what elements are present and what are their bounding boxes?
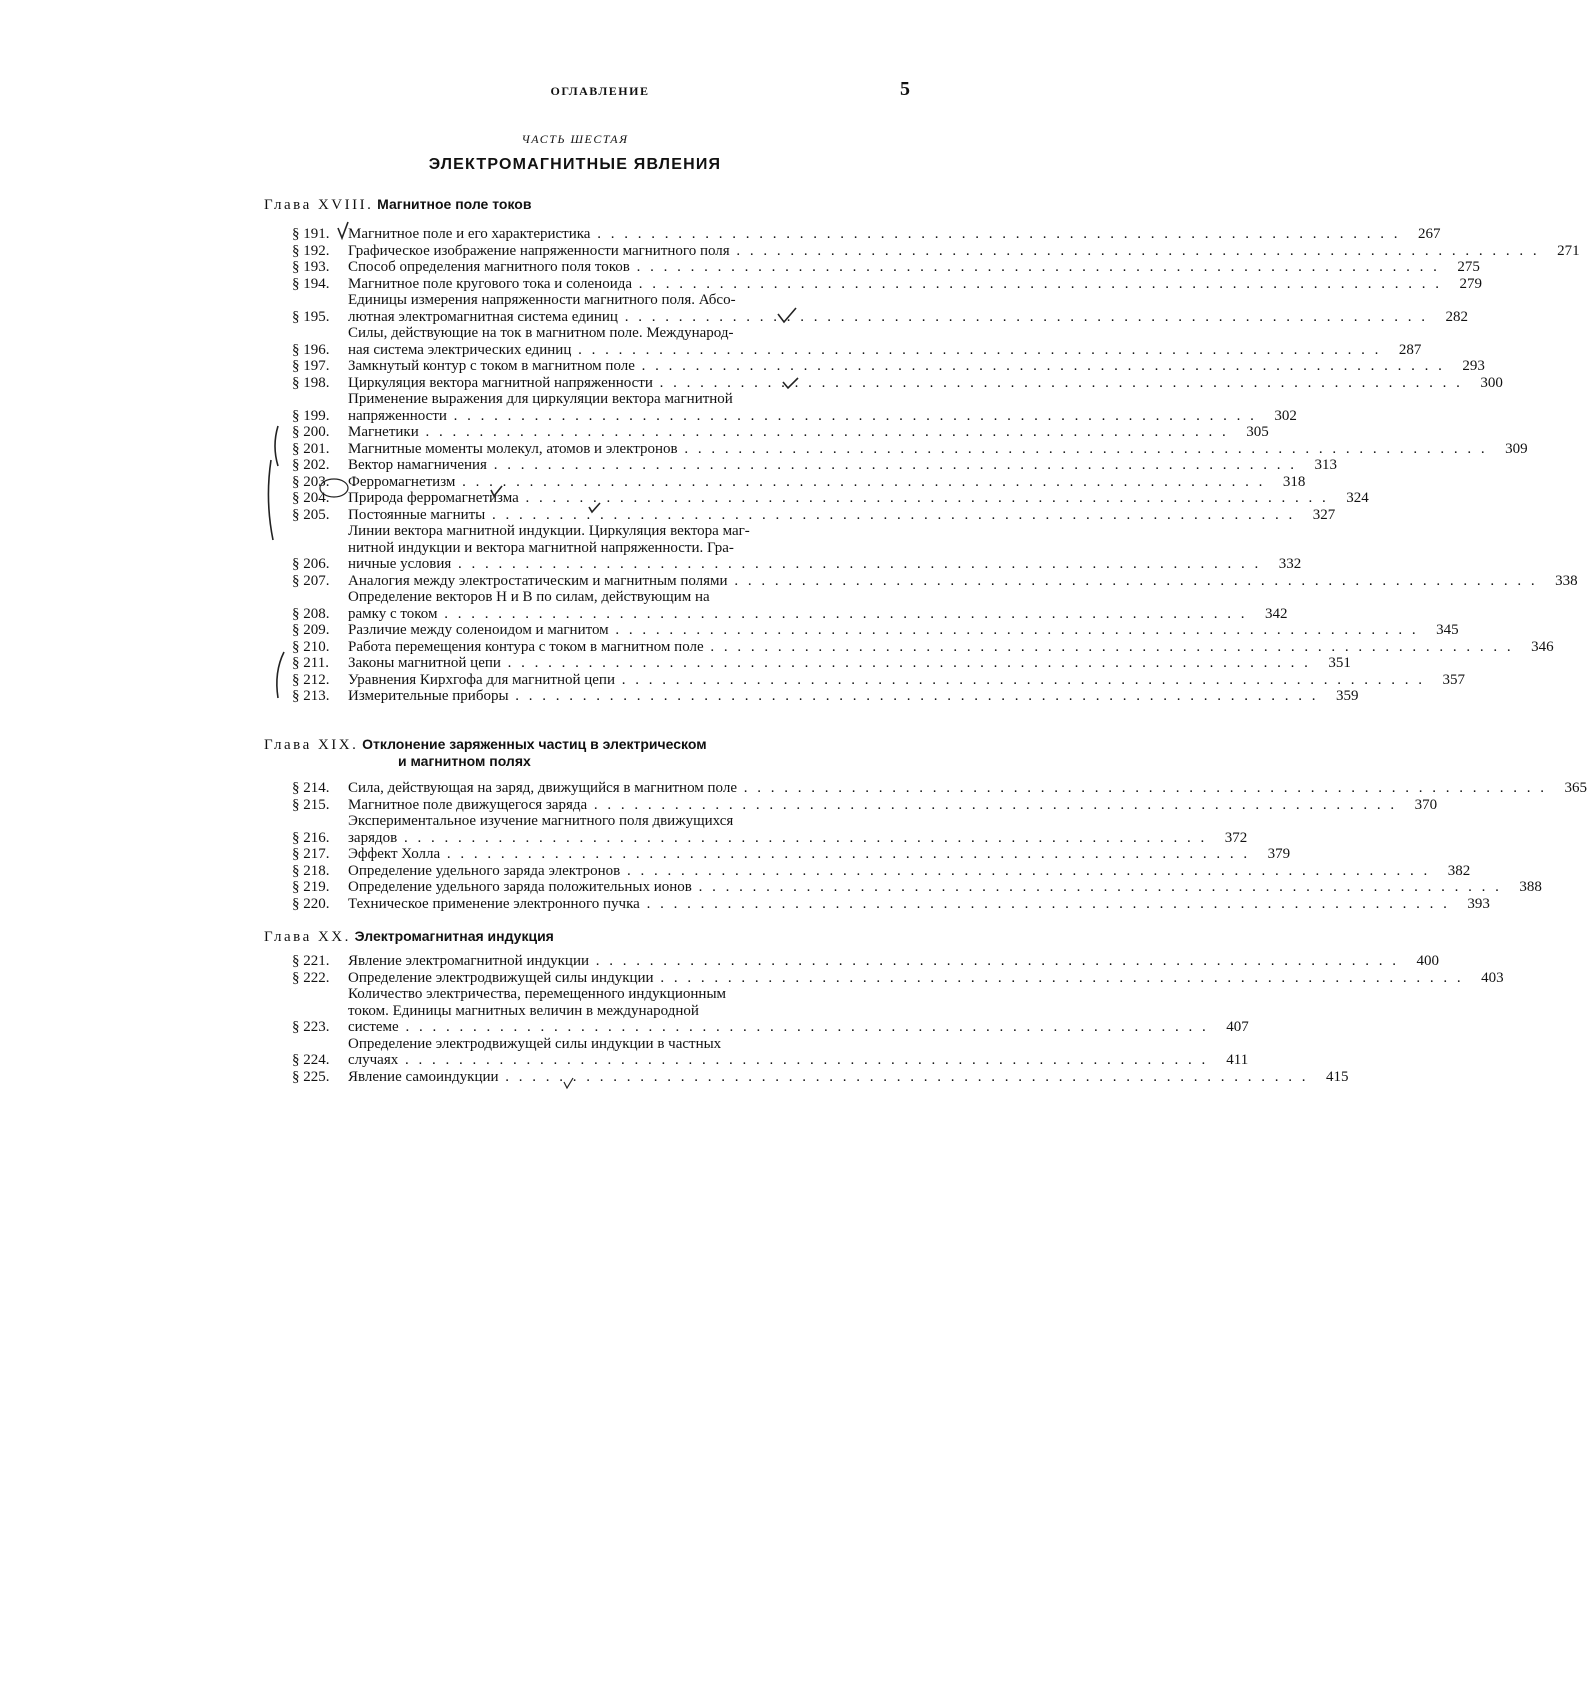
leader-dots: . . . . . . . . . . . . . . . . . . . . . . . . . . . . . . . . . . . . . . . . . . . . . . . . . . . . . . . . . . . . [397,829,1208,846]
section-number: § 225. [292,1068,330,1085]
section-number: § 203. [292,473,330,490]
section-title [348,639,1514,656]
section-title [348,953,1399,970]
chapter-label: Глава XVIII. [264,197,374,213]
section-number: § 211. [292,655,329,671]
section-title-line [348,879,1502,896]
section-title-text: зарядов [348,829,398,846]
section-title [348,863,1430,880]
toc-entry[interactable] [292,953,1440,970]
section-title-line [348,342,1381,359]
section-title-text: ничные условия [348,556,452,572]
section-title-text: Аналогия между электростатическим и магнитным полями [348,572,728,589]
section-title-text: Магнитное поле движущегося заряда [348,796,588,813]
section-title [348,655,1311,672]
part-title: ЭЛЕКТРОМАГНИТНЫЕ ЯВЛЕНИЯ [428,156,722,173]
section-number: § 208. [292,605,330,622]
section-title-text: Измерительные приборы [348,688,509,704]
section-title [348,325,1381,358]
page-reference: 271 [1557,242,1580,259]
section-title-text: Определение удельного заряда положительных ионов [348,879,692,895]
toc-entry[interactable] [292,780,1587,797]
toc-entry[interactable] [292,523,1302,573]
leader-dots: . . . . . . . . . . . . . . . . . . . . . . . . . . . . . . . . . . . . . . . . . . . . . . . . . . . . . . . . . . . . [617,308,1428,325]
leader-dots: . . . . . . . . . . . . . . . . . . . . . . . . . . . . . . . . . . . . . . . . . . . . . . . . . . . . . . . . . . . . [589,953,1400,969]
leader-dots: . . . . . . . . . . . . . . . . . . . . . . . . . . . . . . . . . . . . . . . . . . . . . . . . . . . . . . . . . . . . [729,242,1540,259]
section-title-line [348,780,1547,797]
section-title [348,226,1400,243]
leader-dots: . . . . . . . . . . . . . . . . . . . . . . . . . . . . . . . . . . . . . . . . . . . . . . . . . . . . . . . . . . . . [455,473,1266,490]
section-number: § 204. [292,490,330,506]
leader-dots: . . . . . . . . . . . . . . . . . . . . . . . . . . . . . . . . . . . . . . . . . . . . . . . . . . . . . . . . . . . . [437,605,1248,622]
section-number: § 218. [292,862,330,879]
section-number: § 210. [292,638,330,655]
leader-dots: . . . . . . . . . . . . . . . . . . . . . . . . . . . . . . . . . . . . . . . . . . . . . . . . . . . . . . . . . . . . [485,506,1296,523]
toc-entry[interactable] [292,638,1554,656]
leader-dots: . . . . . . . . . . . . . . . . . . . . . . . . . . . . . . . . . . . . . . . . . . . . . . . . . . . . . . . . . . . . [418,424,1229,440]
leader-dots: . . . . . . . . . . . . . . . . . . . . . . . . . . . . . . . . . . . . . . . . . . . . . . . . . . . . . . . . . . . . [629,259,1440,275]
chapter-title: Отклонение заряженных частиц в электрическом [362,736,707,752]
section-title-line [348,358,1445,375]
section-title-line [348,573,1538,590]
toc-entry[interactable] [292,325,1422,358]
section-title [348,523,1261,573]
toc-entry[interactable] [292,572,1578,590]
page-reference: 293 [1462,358,1485,374]
section-title [348,688,1319,705]
section-title-line [348,606,1247,623]
section-title [348,1069,1309,1086]
section-title [348,441,1488,458]
leader-dots: . . . . . . . . . . . . . . . . . . . . . . . . . . . . . . . . . . . . . . . . . . . . . . . . . . . . . . . . . . . . [440,846,1251,862]
page-reference: 327 [1312,506,1336,523]
section-number: § 195. [292,308,330,325]
toc-entry[interactable] [292,671,1465,689]
toc-entry[interactable] [292,813,1248,846]
section-title [348,672,1425,689]
section-title-text: Явление самоиндукции [348,1068,499,1085]
section-number: § 197. [292,358,330,374]
leader-dots: . . . . . . . . . . . . . . . . . . . . . . . . . . . . . . . . . . . . . . . . . . . . . . . . . . . . . . . . . . . . [608,622,1419,638]
section-title-text: Постоянные магниты [348,506,486,523]
section-title-line [348,474,1265,491]
toc-entry[interactable] [292,986,1249,1036]
leader-dots: . . . . . . . . . . . . . . . . . . . . . . . . . . . . . . . . . . . . . . . . . . . . . . . . . . . . . . . . . . . . [587,796,1398,813]
page-reference: 282 [1445,308,1468,325]
section-title-text: Природа ферромагнетизма [348,490,519,506]
section-title-line [348,424,1229,441]
section-title-line: Единицы измерения напряженности магнитного поля. Абсо- [348,292,736,308]
toc-entry[interactable] [292,473,1306,491]
section-title [348,573,1538,590]
section-title [348,474,1265,491]
section-title [348,259,1440,276]
toc-entry[interactable] [292,457,1337,474]
section-number: § 202. [292,457,330,473]
page-reference: 393 [1467,895,1490,912]
leader-dots: . . . . . . . . . . . . . . . . . . . . . . . . . . . . . . . . . . . . . . . . . . . . . . . . . . . . . . . . . . . . [518,490,1329,506]
section-title [348,507,1295,524]
section-number: § 199. [292,407,330,424]
page-reference: 403 [1481,969,1504,986]
toc-entry[interactable] [292,1068,1349,1086]
page-reference: 388 [1519,879,1542,895]
bracket-203 [268,460,273,540]
section-title-line [348,797,1397,814]
leader-dots: . . . . . . . . . . . . . . . . . . . . . . . . . . . . . . . . . . . . . . . . . . . . . . . . . . . . . . . . . . . . [653,969,1464,986]
section-title-text: ная система электрических единиц [348,341,572,358]
section-title-line: Экспериментальное изучение магнитного поля движущихся [348,813,734,829]
section-title-line [348,622,1419,639]
leader-dots: . . . . . . . . . . . . . . . . . . . . . . . . . . . . . . . . . . . . . . . . . . . . . . . . . . . . . . . . . . . . [446,407,1257,424]
section-title-line [348,1052,1208,1069]
section-title-text: рамку с током [348,605,438,622]
part-label: ЧАСТЬ ШЕСТАЯ [521,132,629,146]
page-reference: 267 [1417,226,1441,242]
leader-dots: . . . . . . . . . . . . . . . . . . . . . . . . . . . . . . . . . . . . . . . . . . . . . . . . . . . . . . . . . . . . [398,1019,1209,1035]
section-title [348,879,1502,896]
section-title-line [348,490,1329,507]
section-title-text: Явление электромагнитной индукции [348,953,590,969]
section-title-text: Вектор намагничения [348,457,487,473]
section-title-line [348,970,1464,987]
leader-dots: . . . . . . . . . . . . . . . . . . . . . . . . . . . . . . . . . . . . . . . . . . . . . . . . . . . . . . . . . . . . [652,374,1463,391]
leader-dots: . . . . . . . . . . . . . . . . . . . . . . . . . . . . . . . . . . . . . . . . . . . . . . . . . . . . . . . . . . . . [498,1068,1309,1085]
chapter-heading [264,928,554,946]
section-title [348,375,1463,392]
page-reference: 379 [1267,846,1291,862]
page-reference: 287 [1398,341,1422,358]
page-reference: 275 [1457,259,1480,275]
section-title-line [348,953,1399,970]
section-number: § 213. [292,688,330,704]
toc-entry[interactable] [292,391,1297,424]
toc-entry[interactable] [292,1035,1249,1069]
section-title-line [348,1069,1309,1086]
chapter-title: Электромагнитная индукция [354,928,554,944]
toc-entry[interactable] [292,374,1503,392]
section-title-text: Сила, действующая на заряд, движущийся в магнитном поле [348,780,738,796]
leader-dots: . . . . . . . . . . . . . . . . . . . . . . . . . . . . . . . . . . . . . . . . . . . . . . . . . . . . . . . . . . . . [727,572,1538,589]
section-number: § 214. [292,780,330,796]
section-title-line [348,457,1297,474]
toc-entry[interactable] [292,292,1468,325]
section-title-text: Законы магнитной цепи [348,655,501,671]
toc-entry[interactable] [292,440,1528,458]
section-title-line: Определение векторов H и B по силам, действующим на [348,589,710,605]
section-title-text: Магнитное поле и его характеристика [348,226,591,242]
chapter-heading [264,196,531,214]
section-number: § 193. [292,259,330,275]
section-number: § 196. [292,341,330,358]
running-title: ОГЛАВЛЕНИЕ [550,84,650,98]
leader-dots: . . . . . . . . . . . . . . . . . . . . . . . . . . . . . . . . . . . . . . . . . . . . . . . . . . . . . . . . . . . . [677,440,1488,457]
section-number: § 212. [292,671,330,688]
chapter-label: Глава XIX. [264,737,359,753]
section-title [348,970,1464,987]
section-title [348,813,1207,846]
leader-dots: . . . . . . . . . . . . . . . . . . . . . . . . . . . . . . . . . . . . . . . . . . . . . . . . . . . . . . . . . . . . [500,655,1311,671]
section-title-line [348,896,1450,913]
page-reference: 415 [1326,1068,1349,1085]
chapter-label: Глава XX. [264,929,351,945]
section-title-text: Ферромагнетизм [348,473,456,490]
toc-entry[interactable] [292,688,1359,705]
section-title-line [348,276,1442,293]
section-number: § 207. [292,572,330,589]
section-title-text: Различие между соленоидом и магнитом [348,622,609,638]
toc-entry[interactable] [292,589,1288,622]
bracket-210 [277,652,284,698]
toc-entry[interactable] [292,796,1438,814]
leader-dots: . . . . . . . . . . . . . . . . . . . . . . . . . . . . . . . . . . . . . . . . . . . . . . . . . . . . . . . . . . . . [590,226,1401,242]
section-title-text: случаях [348,1052,399,1068]
section-number: § 194. [292,275,330,292]
section-title-text: Уравнения Кирхгофа для магнитной цепи [348,671,615,688]
page-reference: 411 [1226,1052,1249,1068]
section-title [348,797,1397,814]
page-reference: 351 [1328,655,1351,671]
section-title-text: Эффект Холла [348,846,441,862]
bracket-200 [275,426,278,466]
page-reference: 309 [1505,440,1528,457]
section-title [348,276,1442,293]
page-reference: 332 [1278,556,1302,572]
page-reference: 338 [1555,572,1578,589]
section-title-line [348,226,1400,243]
page-reference: 365 [1564,780,1587,796]
section-title-text: Определение электродвижущей силы индукции [348,969,654,986]
section-title-text: Работа перемещения контура с током в магнитном поле [348,638,704,655]
section-number: § 201. [292,440,330,457]
section-title-line: Определение электродвижущей силы индукции в частных [348,1035,722,1052]
section-title-line: Количество электричества, перемещенного индукционным [348,986,727,1002]
section-title-text: Определение удельного заряда электронов [348,862,621,879]
section-number: § 191. [292,226,330,242]
section-title-line: током. Единицы магнитных величин в международной [348,1002,699,1019]
page-reference: 318 [1282,473,1306,490]
chapter-heading [264,736,707,754]
section-title [348,986,1209,1036]
section-title-line [348,688,1319,705]
section-number: § 215. [292,796,330,813]
section-title-line [348,556,1261,573]
page-reference: 345 [1436,622,1459,638]
page-reference: 357 [1442,671,1465,688]
section-title [348,292,1428,325]
page-reference: 407 [1226,1019,1249,1035]
section-title-text: лютная электромагнитная система единиц [348,308,618,325]
section-title-line [348,507,1295,524]
section-title-line [348,259,1440,276]
section-title [348,457,1297,474]
page-reference: 346 [1531,638,1554,655]
page-reference: 382 [1447,862,1471,879]
leader-dots: . . . . . . . . . . . . . . . . . . . . . . . . . . . . . . . . . . . . . . . . . . . . . . . . . . . . . . . . . . . . [398,1052,1209,1068]
leader-dots: . . . . . . . . . . . . . . . . . . . . . . . . . . . . . . . . . . . . . . . . . . . . . . . . . . . . . . . . . . . . [632,275,1443,292]
section-title-text: системе [348,1019,399,1035]
section-number: § 219. [292,879,330,895]
section-title-line [348,655,1311,672]
section-title [348,391,1257,424]
page-reference: 279 [1459,275,1483,292]
page-reference: 400 [1416,953,1440,969]
page-reference: 300 [1480,374,1503,391]
section-title-line [348,441,1488,458]
section-number: § 206. [292,556,330,572]
section-title [348,622,1419,639]
page-reference: 324 [1346,490,1369,506]
section-title-line [348,846,1250,863]
section-title-text: Графическое изображение напряженности магнитного поля [348,242,730,259]
section-title-line [348,243,1540,260]
page-reference: 313 [1314,457,1337,473]
leader-dots: . . . . . . . . . . . . . . . . . . . . . . . . . . . . . . . . . . . . . . . . . . . . . . . . . . . . . . . . . . . . [620,862,1431,879]
toc-entry[interactable] [292,895,1490,913]
section-title-text: Магнетики [348,424,419,440]
section-number: § 220. [292,895,330,912]
page-number: 5 [900,78,910,100]
toc-entry[interactable] [292,655,1351,672]
section-number: § 224. [292,1052,330,1068]
section-number: § 192. [292,242,330,259]
section-title [348,358,1445,375]
section-title-line [348,639,1514,656]
section-title-line: нитной индукции и вектора магнитной напряженности. Гра- [348,539,734,556]
leader-dots: . . . . . . . . . . . . . . . . . . . . . . . . . . . . . . . . . . . . . . . . . . . . . . . . . . . . . . . . . . . . [691,879,1502,895]
toc-entry[interactable] [292,226,1441,243]
leader-dots: . . . . . . . . . . . . . . . . . . . . . . . . . . . . . . . . . . . . . . . . . . . . . . . . . . . . . . . . . . . . [703,638,1514,655]
section-number: § 223. [292,1019,330,1035]
page-reference: 372 [1224,829,1248,846]
section-title-line [348,408,1257,425]
section-title-text: Магнитное поле кругового тока и соленоида [348,275,633,292]
leader-dots: . . . . . . . . . . . . . . . . . . . . . . . . . . . . . . . . . . . . . . . . . . . . . . . . . . . . . . . . . . . . [639,895,1450,912]
toc-entry[interactable] [292,969,1504,987]
toc-entry[interactable] [292,506,1336,524]
page-reference: 342 [1264,605,1288,622]
page-reference: 359 [1336,688,1359,704]
section-title [348,589,1247,622]
toc-entry[interactable] [292,358,1485,375]
leader-dots: . . . . . . . . . . . . . . . . . . . . . . . . . . . . . . . . . . . . . . . . . . . . . . . . . . . . . . . . . . . . [508,688,1319,704]
section-number: § 221. [292,953,330,969]
section-title [348,780,1547,797]
section-title [348,243,1540,260]
section-number: § 205. [292,506,330,523]
page-reference: 305 [1246,424,1269,440]
chapter-title: Магнитное поле токов [377,196,532,212]
section-title-line: Линии вектора магнитной индукции. Циркуляция вектора маг- [348,523,750,539]
section-title-line: Применение выражения для циркуляции вектора магнитной [348,391,733,407]
section-number: § 217. [292,846,330,862]
section-title [348,846,1250,863]
leader-dots: . . . . . . . . . . . . . . . . . . . . . . . . . . . . . . . . . . . . . . . . . . . . . . . . . . . . . . . . . . . . [486,457,1297,473]
page-reference: 370 [1414,796,1438,813]
section-title [348,490,1329,507]
section-title-text: Замкнутый контур с током в магнитном поле [348,358,635,374]
toc-entry[interactable] [292,275,1483,293]
toc-entry[interactable] [292,846,1291,863]
section-title-text: напряженности [348,407,447,424]
toc-entry[interactable] [292,490,1369,507]
section-title [348,896,1450,913]
toc-entry[interactable] [292,424,1269,441]
section-title-line [348,672,1425,689]
section-number: § 200. [292,424,330,440]
section-title-line [348,1019,1209,1036]
section-title-text: Магнитные моменты молекул, атомов и электронов [348,440,678,457]
page-reference: 302 [1274,407,1297,424]
toc-entry[interactable] [292,622,1459,639]
section-number: § 209. [292,622,330,638]
section-title [348,424,1229,441]
section-title-line [348,863,1430,880]
leader-dots: . . . . . . . . . . . . . . . . . . . . . . . . . . . . . . . . . . . . . . . . . . . . . . . . . . . . . . . . . . . . [451,556,1262,572]
leader-dots: . . . . . . . . . . . . . . . . . . . . . . . . . . . . . . . . . . . . . . . . . . . . . . . . . . . . . . . . . . . . [634,358,1445,374]
section-number: § 198. [292,374,330,391]
leader-dots: . . . . . . . . . . . . . . . . . . . . . . . . . . . . . . . . . . . . . . . . . . . . . . . . . . . . . . . . . . . . [737,780,1548,796]
toc-entry[interactable] [292,862,1471,880]
section-title-line: Силы, действующие на ток в магнитном поле. Международ- [348,325,734,341]
toc-entry[interactable] [292,259,1480,276]
toc-entry[interactable] [292,242,1580,260]
leader-dots: . . . . . . . . . . . . . . . . . . . . . . . . . . . . . . . . . . . . . . . . . . . . . . . . . . . . . . . . . . . . [615,671,1425,688]
section-title-line [348,309,1428,326]
section-number: § 216. [292,829,330,846]
chapter-title-continued: и магнитном полях [398,753,531,769]
section-title-text: Техническое применение электронного пучка [348,895,640,912]
toc-entry[interactable] [292,879,1542,896]
section-title-text: Циркуляция вектора магнитной напряженности [348,374,653,391]
section-number: § 222. [292,969,330,986]
section-title [348,1036,1208,1069]
section-title-line [348,830,1207,847]
section-title-line [348,375,1463,392]
leader-dots: . . . . . . . . . . . . . . . . . . . . . . . . . . . . . . . . . . . . . . . . . . . . . . . . . . . . . . . . . . . . [571,341,1382,358]
section-title-text: Способ определения магнитного поля токов [348,259,630,275]
